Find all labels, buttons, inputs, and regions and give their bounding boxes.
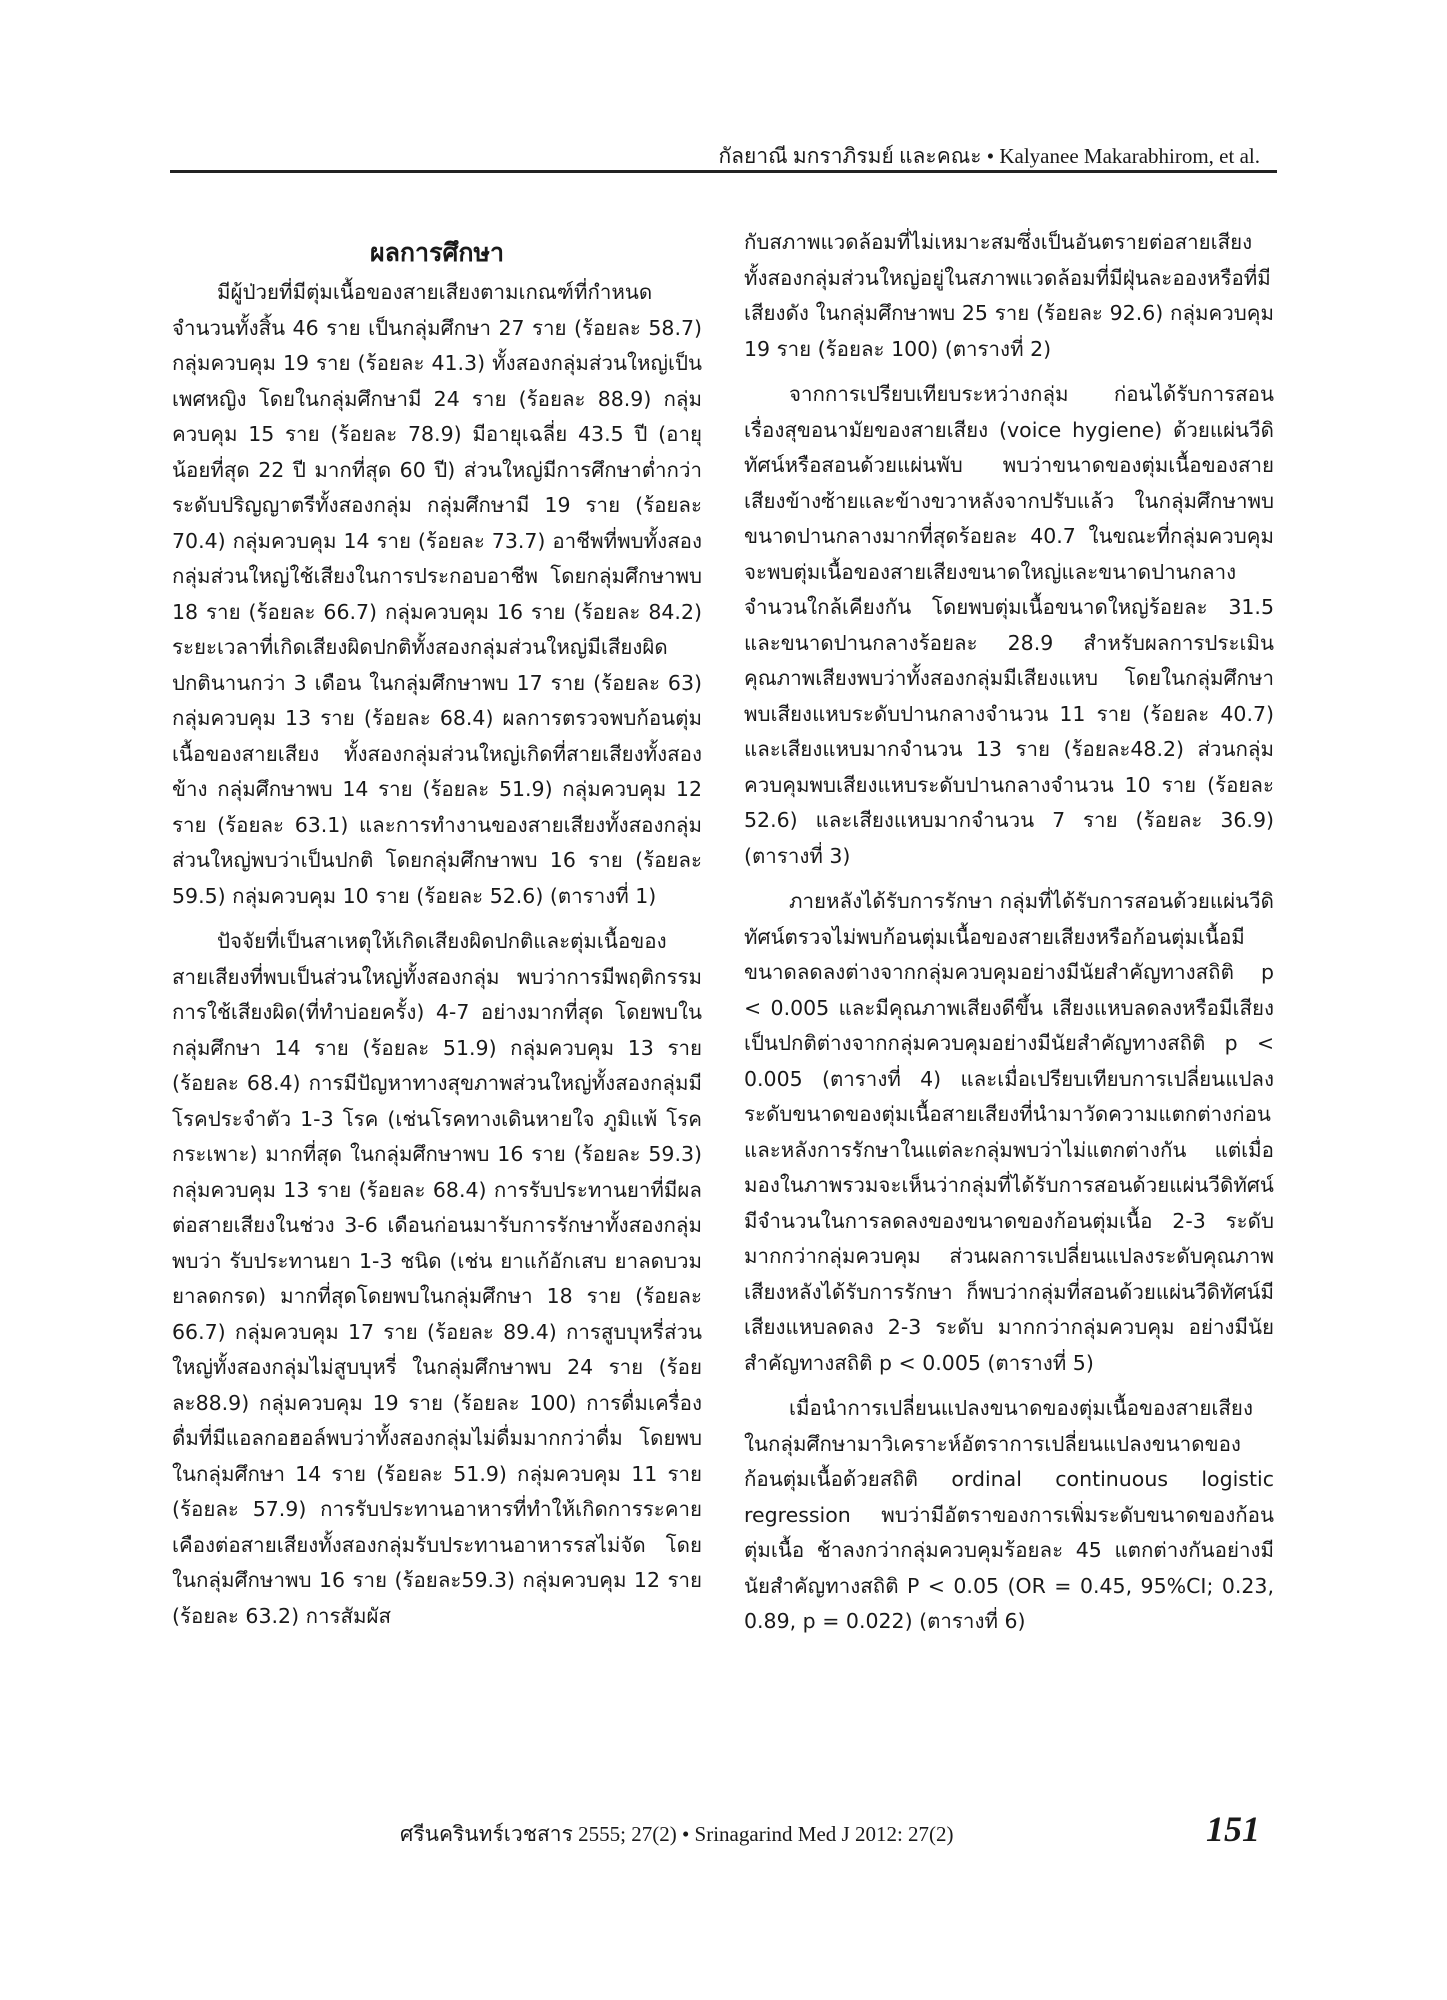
page-number: 151 (1206, 1809, 1260, 1849)
right-column (744, 225, 1274, 1650)
results-paragraph-6: เมื่อนำการเปลี่ยนแปลงขนาดของตุ่มเนื้อของสายเสียงในกลุ่มศึกษามาวิเคราะห์อัตราการเปลี่ยนแปลงขนาดของก้อนตุ่มเนื้อด้วยสถิติ ordinal continuous logistic regression พบว่ามีอัตราของการเพิ่มระดับขนาดของก้อนตุ่มเนื้อ ช้าลงกว่ากลุ่มควบคุมร้อยละ 45 แตกต่างกันอย่างมีนัยสำคัญทางสถิติ P < 0.05 (OR = 0.45, 95%CI; 0.23, 0.89, p = 0.022) (ตารางที่ 6) (744, 1396, 1274, 1633)
running-head: กัลยาณี มกราภิรมย์ และคณะ • Kalyanee Makarabhirom, et al. (718, 144, 1260, 168)
results-paragraph-1: มีผู้ป่วยที่มีตุ่มเนื้อของสายเสียงตามเกณฑ์ที่กำหนด จำนวนทั้งสิ้น 46 ราย เป็นกลุ่มศึกษา 27 ราย (ร้อยละ 58.7) กลุ่มควบคุม 19 ราย (ร้อยละ 41.3) ทั้งสองกลุ่มส่วนใหญ่เป็นเพศหญิง โดยในกลุ่มศึกษามี 24 ราย (ร้อยละ 88.9) กลุ่มควบคุม 15 ราย (ร้อยละ 78.9) มีอายุเฉลี่ย 43.5 ปี (อายุน้อยที่สุด 22 ปี มากที่สุด 60 ปี) ส่วนใหญ่มีการศึกษาต่ำกว่าระดับปริญญาตรีทั้งสองกลุ่ม กลุ่มศึกษามี 19 ราย (ร้อยละ 70.4) กลุ่มควบคุม 14 ราย (ร้อยละ 73.7) อาชีพที่พบทั้งสองกลุ่มส่วนใหญ่ใช้เสียงในการประกอบอาชีพ โดยกลุ่มศึกษาพบ 18 ราย (ร้อยละ 66.7) กลุ่มควบคุม 16 ราย (ร้อยละ 84.2) ระยะเวลาที่เกิดเสียงผิดปกติทั้งสองกลุ่มส่วนใหญ่มีเสียงผิดปกตินานกว่า 3 เดือน ในกลุ่มศึกษาพบ 17 ราย (ร้อยละ 63) กลุ่มควบคุม 13 ราย (ร้อยละ 68.4) ผลการตรวจพบก้อนตุ่มเนื้อของสายเสียง ทั้งสองกลุ่มส่วนใหญ่เกิดที่สายเสียงทั้งสองข้าง กลุ่มศึกษาพบ 14 ราย (ร้อยละ 51.9) กลุ่มควบคุม 12 ราย (ร้อยละ 63.1) และการทำงานของสายเสียงทั้งสองกลุ่มส่วนใหญ่พบว่าเป็นปกติ โดยกลุ่มศึกษาพบ 16 ราย (ร้อยละ 59.5) กลุ่มควบคุม 10 ราย (ร้อยละ 52.6) (ตารางที่ 1) (172, 280, 702, 908)
results-paragraph-3: กับสภาพแวดล้อมที่ไม่เหมาะสมซึ่งเป็นอันตรายต่อสายเสียงทั้งสองกลุ่มส่วนใหญ่อยู่ในสภาพแวดล้อมที่มีฝุ่นละอองหรือที่มีเสียงดัง ในกลุ่มศึกษาพบ 25 ราย (ร้อยละ 92.6) กลุ่มควบคุม 19 ราย (ร้อยละ 100) (ตารางที่ 2) (744, 230, 1274, 361)
page-footer (400, 1808, 1260, 1858)
results-paragraph-4: จากการเปรียบเทียบระหว่างกลุ่ม ก่อนได้รับการสอนเรื่องสุขอนามัยของสายเสียง (voice hygiene) ด้วยแผ่นวีดิทัศน์หรือสอนด้วยแผ่นพับ พบว่าขนาดของตุ่มเนื้อของสายเสียงข้างซ้ายและข้างขวาหลังจากปรับแล้ว ในกลุ่มศึกษาพบขนาดปานกลางมากที่สุดร้อยละ 40.7 ในขณะที่กลุ่มควบคุมจะพบตุ่มเนื้อของสายเสียงขนาดใหญ่และขนาดปานกลางจำนวนใกล้เคียงกัน โดยพบตุ่มเนื้อขนาดใหญ่ร้อยละ 31.5 และขนาดปานกลางร้อยละ 28.9 สำหรับผลการประเมินคุณภาพเสียงพบว่าทั้งสองกลุ่มมีเสียงแหบ โดยในกลุ่มศึกษาพบเสียงแหบระดับปานกลางจำนวน 11 ราย (ร้อยละ 40.7) และเสียงแหบมากจำนวน 13 ราย (ร้อยละ48.2) ส่วนกลุ่มควบคุมพบเสียงแหบระดับปานกลางจำนวน 10 ราย (ร้อยละ 52.6) และเสียงแหบมากจำนวน 7 ราย (ร้อยละ 36.9) (ตารางที่ 3) (744, 382, 1274, 868)
results-paragraph-2: ปัจจัยที่เป็นสาเหตุให้เกิดเสียงผิดปกติและตุ่มเนื้อของสายเสียงที่พบเป็นส่วนใหญ่ทั้งสองกลุ่ม พบว่าการมีพฤติกรรมการใช้เสียงผิด(ที่ทำบ่อยครั้ง) 4-7 อย่างมากที่สุด โดยพบในกลุ่มศึกษา 14 ราย (ร้อยละ 51.9) กลุ่มควบคุม 13 ราย (ร้อยละ 68.4) การมีปัญหาทางสุขภาพส่วนใหญ่ทั้งสองกลุ่มมีโรคประจำตัว 1-3 โรค (เช่นโรคทางเดินหายใจ ภูมิแพ้ โรคกระเพาะ) มากที่สุด ในกลุ่มศึกษาพบ 16 ราย (ร้อยละ 59.3) กลุ่มควบคุม 13 ราย (ร้อยละ 68.4) การรับประทานยาที่มีผลต่อสายเสียงในช่วง 3-6 เดือนก่อนมารับการรักษาทั้งสองกลุ่มพบว่า รับประทานยา 1-3 ชนิด (เช่น ยาแก้อักเสบ ยาลดบวม ยาลดกรด) มากที่สุดโดยพบในกลุ่มศึกษา 18 ราย (ร้อยละ 66.7) กลุ่มควบคุม 17 ราย (ร้อยละ 89.4) การสูบบุหรี่ส่วนใหญ่ทั้งสองกลุ่มไม่สูบบุหรี่ ในกลุ่มศึกษาพบ 24 ราย (ร้อยละ88.9) กลุ่มควบคุม 19 ราย (ร้อยละ 100) การดื่มเครื่องดื่มที่มีแอลกอฮอล์พบว่าทั้งสองกลุ่มไม่ดื่มมากกว่าดื่ม โดยพบในกลุ่มศึกษา 14 ราย (ร้อยละ 51.9) กลุ่มควบคุม 11 ราย (ร้อยละ 57.9) การรับประทานอาหารที่ทำให้เกิดการระคายเคืองต่อสายเสียงทั้งสองกลุ่มรับประทานอาหารรสไม่จัด โดยในกลุ่มศึกษาพบ 16 ราย (ร้อยละ59.3) กลุ่มควบคุม 12 ราย (ร้อยละ 63.2) การสัมผัส (172, 929, 702, 1628)
section-title: ผลการศึกษา (369, 238, 505, 267)
journal-citation: ศรีนครินทร์เวชสาร 2555; 27(2) • Srinagarind Med J 2012: 27(2) (400, 1822, 954, 1846)
header-rule (170, 170, 1277, 173)
results-paragraph-5: ภายหลังได้รับการรักษา กลุ่มที่ได้รับการสอนด้วยแผ่นวีดิทัศน์ตรวจไม่พบก้อนตุ่มเนื้อของสายเสียงหรือก้อนตุ่มเนื้อมีขนาดลดลงต่างจากกลุ่มควบคุมอย่างมีนัยสำคัญทางสถิติ p < 0.005 และมีคุณภาพเสียงดีขึ้น เสียงแหบลดลงหรือมีเสียงเป็นปกติต่างจากกลุ่มควบคุมอย่างมีนัยสำคัญทางสถิติ p < 0.005 (ตารางที่ 4) และเมื่อเปรียบเทียบการเปลี่ยนแปลงระดับขนาดของตุ่มเนื้อสายเสียงที่นำมาวัดความแตกต่างก่อนและหลังการรักษาในแต่ละกลุ่มพบว่าไม่แตกต่างกัน แต่เมื่อมองในภาพรวมจะเห็นว่ากลุ่มที่ได้รับการสอนด้วยแผ่นวีดิทัศน์มีจำนวนในการลดลงของขนาดของก้อนตุ่มเนื้อ 2-3 ระดับ มากกว่ากลุ่มควบคุม ส่วนผลการเปลี่ยนแปลงระดับคุณภาพเสียงหลังได้รับการรักษา ก็พบว่ากลุ่มที่สอนด้วยแผ่นวีดิทัศน์มีเสียงแหบลดลง 2-3 ระดับ มากกว่ากลุ่มควบคุม อย่างมีนัยสำคัญทางสถิติ p < 0.005 (ตารางที่ 5) (744, 889, 1274, 1375)
left-column (172, 225, 702, 1644)
